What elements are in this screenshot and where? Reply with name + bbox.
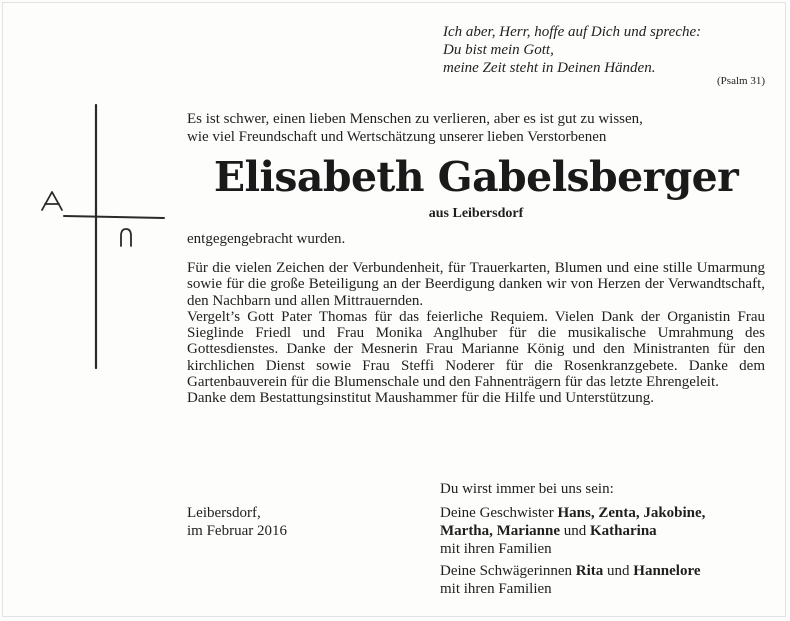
intro-line: wie viel Freundschaft und Wertschätzung unserer lieben Verstorbenen bbox=[187, 129, 607, 145]
place-city: Leibersdorf, bbox=[187, 505, 261, 521]
alpha-icon bbox=[42, 192, 62, 210]
siblings-names: Martha, Marianne bbox=[440, 523, 560, 539]
thanks-paragraph: Danke dem Bestattungsinstitut Maushammer für die Hilfe und Unterstützung. bbox=[187, 390, 654, 407]
psalm-reference: (Psalm 31) bbox=[717, 75, 765, 87]
omega-icon bbox=[121, 229, 131, 246]
thanks-paragraph: Für die vielen Zeichen der Verbundenheit, für Trauerkarten, Blumen und eine stille Umarmung sowie für die große Beteiligung an der Beerdigung danken wir von Herzen der Verwandtschaft, den Nachbarn und allen Mittrauernden. bbox=[187, 260, 765, 309]
signature-intro: Du wirst immer bei uns sein: bbox=[440, 481, 614, 497]
psalm-line: Ich aber, Herr, hoffe auf Dich und spreche: bbox=[443, 24, 702, 40]
inlaws-prefix: Deine Schwägerinnen bbox=[440, 563, 573, 579]
thanks-body bbox=[187, 260, 765, 407]
siblings-names: Katharina bbox=[589, 523, 657, 539]
and-word: und bbox=[563, 523, 587, 539]
siblings-names: Hans, Zenta, Jakobine, bbox=[557, 505, 706, 521]
after-name-text: entgegengebracht wurden. bbox=[187, 231, 346, 247]
psalm-line: meine Zeit steht in Deinen Händen. bbox=[443, 60, 656, 76]
place-date-text: im Februar 2016 bbox=[187, 523, 287, 539]
signature-block bbox=[440, 480, 770, 598]
psalm-quote bbox=[443, 23, 765, 87]
siblings-line bbox=[440, 504, 770, 522]
psalm-line: Du bist mein Gott, bbox=[443, 42, 554, 58]
siblings-prefix: Deine Geschwister bbox=[440, 505, 554, 521]
and-word: und bbox=[607, 563, 630, 579]
thanks-paragraph: Vergelt’s Gott Pater Thomas für das feierliche Requiem. Vielen Dank der Organistin Frau Sieglinde Friedl und Frau Monika Anglhuber für die musikalische Umrahmung des Gottesdienstes. Danke der Mesnerin Frau Marianne König und den Ministranten für den kirchlichen Dienst sowie Frau Steffi Noderer für die Rosenkranzgebete. Danke dem Gartenbauverein für die Blumenschale und den Fahnenträgern für das letzte Ehrengeleit. bbox=[187, 308, 765, 391]
inlaws-name: Rita bbox=[575, 563, 604, 579]
place-date bbox=[187, 504, 287, 540]
cross-icon bbox=[0, 0, 180, 621]
deceased-name: Elisabeth Gabelsberger bbox=[213, 153, 739, 201]
families-text: mit ihren Familien bbox=[440, 541, 552, 557]
inlaws-name: Hannelore bbox=[633, 563, 701, 579]
inlaws-line bbox=[440, 562, 770, 580]
intro-line: Es ist schwer, einen lieben Menschen zu verlieren, aber es ist gut zu wissen, bbox=[187, 111, 643, 127]
siblings-line bbox=[440, 522, 770, 540]
deceased-origin: aus Leibersdorf bbox=[428, 206, 524, 221]
intro-text bbox=[187, 110, 765, 146]
families-text: mit ihren Familien bbox=[440, 581, 552, 597]
